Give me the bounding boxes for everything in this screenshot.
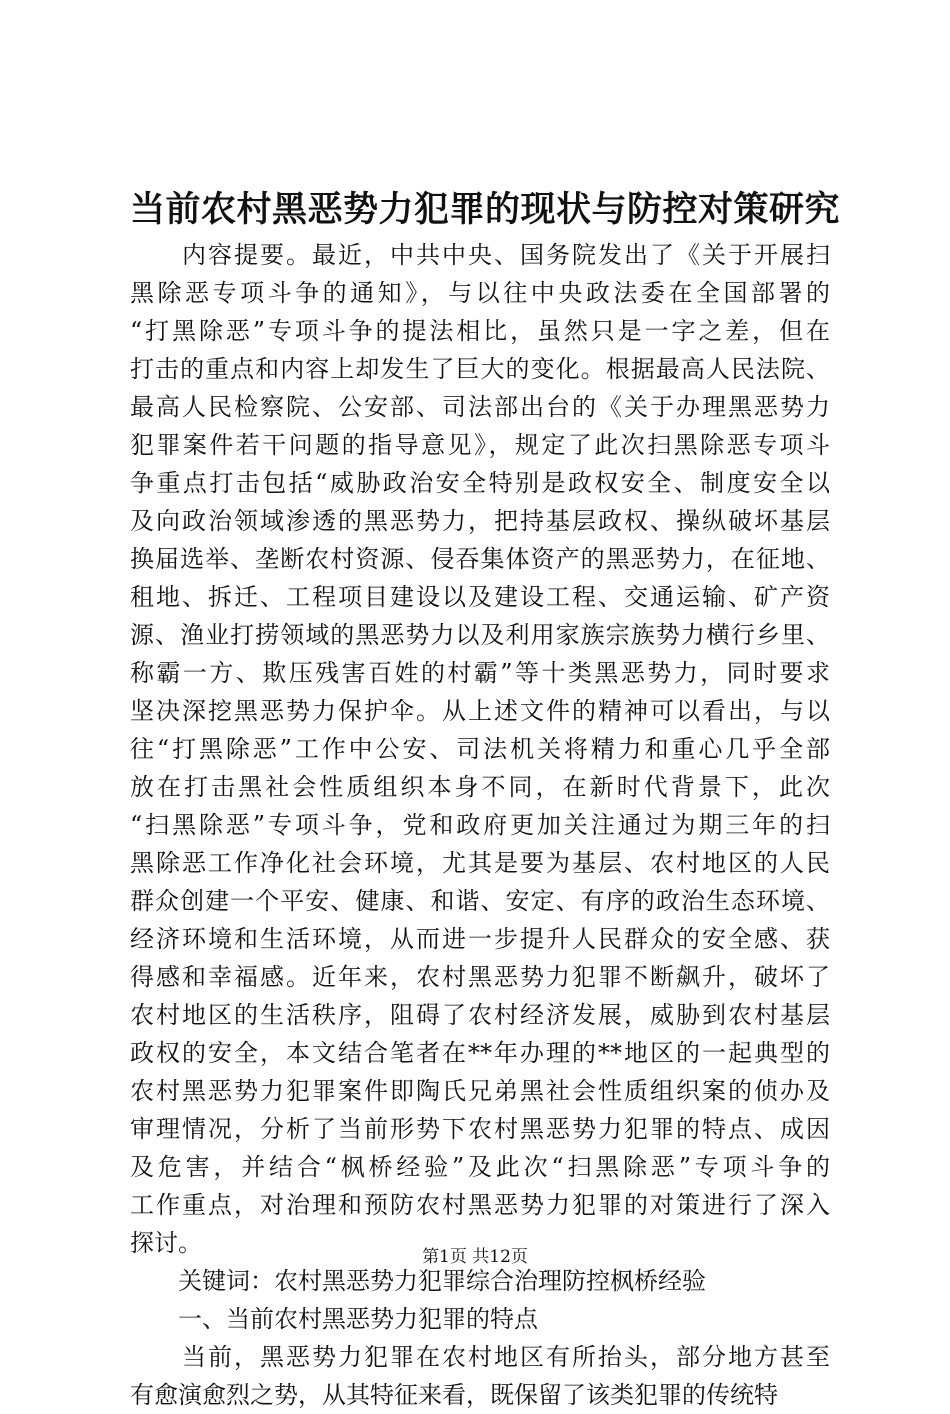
body-text-line: 经济环境和生活环境，从而进一步提升人民群众的安全感、获 xyxy=(130,925,830,953)
body-text-line: 内容提要。最近，中共中央、国务院发出了《关于开展扫 xyxy=(130,241,830,269)
body-text-line: 往“打黑除恶”工作中公安、司法机关将精力和重心几乎全部 xyxy=(130,735,830,763)
body-text-line: 黑除恶专项斗争的通知》，与以往中央政法委在全国部署的 xyxy=(130,279,830,307)
body-text-line: 黑除恶工作净化社会环境，尤其是要为基层、农村地区的人民 xyxy=(130,849,830,877)
body-text-line: 及危害，并结合“枫桥经验”及此次“扫黑除恶”专项斗争的 xyxy=(130,1153,830,1181)
body-text-line: 关键词：农村黑恶势力犯罪综合治理防控枫桥经验 xyxy=(130,1267,706,1295)
body-text-line: “扫黑除恶”专项斗争，党和政府更加关注通过为期三年的扫 xyxy=(130,811,830,839)
body-text-line: 租地、拆迁、工程项目建设以及建设工程、交通运输、矿产资 xyxy=(130,583,830,611)
body-text-line: 打击的重点和内容上却发生了巨大的变化。根据最高人民法院、 xyxy=(130,355,830,383)
body-text-line: 农村黑恶势力犯罪案件即陶氏兄弟黑社会性质组织案的侦办及 xyxy=(130,1077,830,1105)
body-text-line: 争重点打击包括“威胁政治安全特别是政权安全、制度安全以 xyxy=(130,469,830,497)
body-text-line: 得感和幸福感。近年来，农村黑恶势力犯罪不断飙升，破坏了 xyxy=(130,963,830,991)
body-text-line: 当前，黑恶势力犯罪在农村地区有所抬头，部分地方甚至 xyxy=(130,1343,830,1371)
page-footer: 第1页 共12页 xyxy=(422,1247,528,1267)
body-text-line: 换届选举、垄断农村资源、侵吞集体资产的黑恶势力，在征地、 xyxy=(130,545,830,573)
body-text-line: 工作重点，对治理和预防农村黑恶势力犯罪的对策进行了深入 xyxy=(130,1191,830,1219)
body-text-line: 放在打击黑社会性质组织本身不同，在新时代背景下，此次 xyxy=(130,773,830,801)
body-text-line: 探讨。 xyxy=(130,1229,202,1257)
document-title: 当前农村黑恶势力犯罪的现状与防控对策研究 xyxy=(130,189,841,230)
body-text-line: 最高人民检察院、公安部、司法部出台的《关于办理黑恶势力 xyxy=(130,393,830,421)
body-text-line: 犯罪案件若干问题的指导意见》，规定了此次扫黑除恶专项斗 xyxy=(130,431,830,459)
body-text-line: 政权的安全，本文结合笔者在**年办理的**地区的一起典型的 xyxy=(130,1039,830,1067)
body-text-line: “打黑除恶”专项斗争的提法相比，虽然只是一字之差，但在 xyxy=(130,317,830,345)
body-text-line: 源、渔业打捞领域的黑恶势力以及利用家族宗族势力横行乡里、 xyxy=(130,621,830,649)
body-text-line: 群众创建一个平安、健康、和谐、安定、有序的政治生态环境、 xyxy=(130,887,830,915)
body-text-line: 称霸一方、欺压残害百姓的村霸”等十类黑恶势力，同时要求 xyxy=(130,659,830,687)
body-text-line: 坚决深挖黑恶势力保护伞。从上述文件的精神可以看出，与以 xyxy=(130,697,830,725)
body-text-line: 审理情况，分析了当前形势下农村黑恶势力犯罪的特点、成因 xyxy=(130,1115,830,1143)
body-text-line: 有愈演愈烈之势，从其特征来看，既保留了该类犯罪的传统特 xyxy=(130,1381,778,1409)
document-body xyxy=(130,236,830,1414)
body-text-line: 一、当前农村黑恶势力犯罪的特点 xyxy=(130,1305,538,1333)
body-text-line: 及向政治领域渗透的黑恶势力，把持基层政权、操纵破坏基层 xyxy=(130,507,830,535)
body-text-line: 农村地区的生活秩序，阻碍了农村经济发展，威胁到农村基层 xyxy=(130,1001,830,1029)
